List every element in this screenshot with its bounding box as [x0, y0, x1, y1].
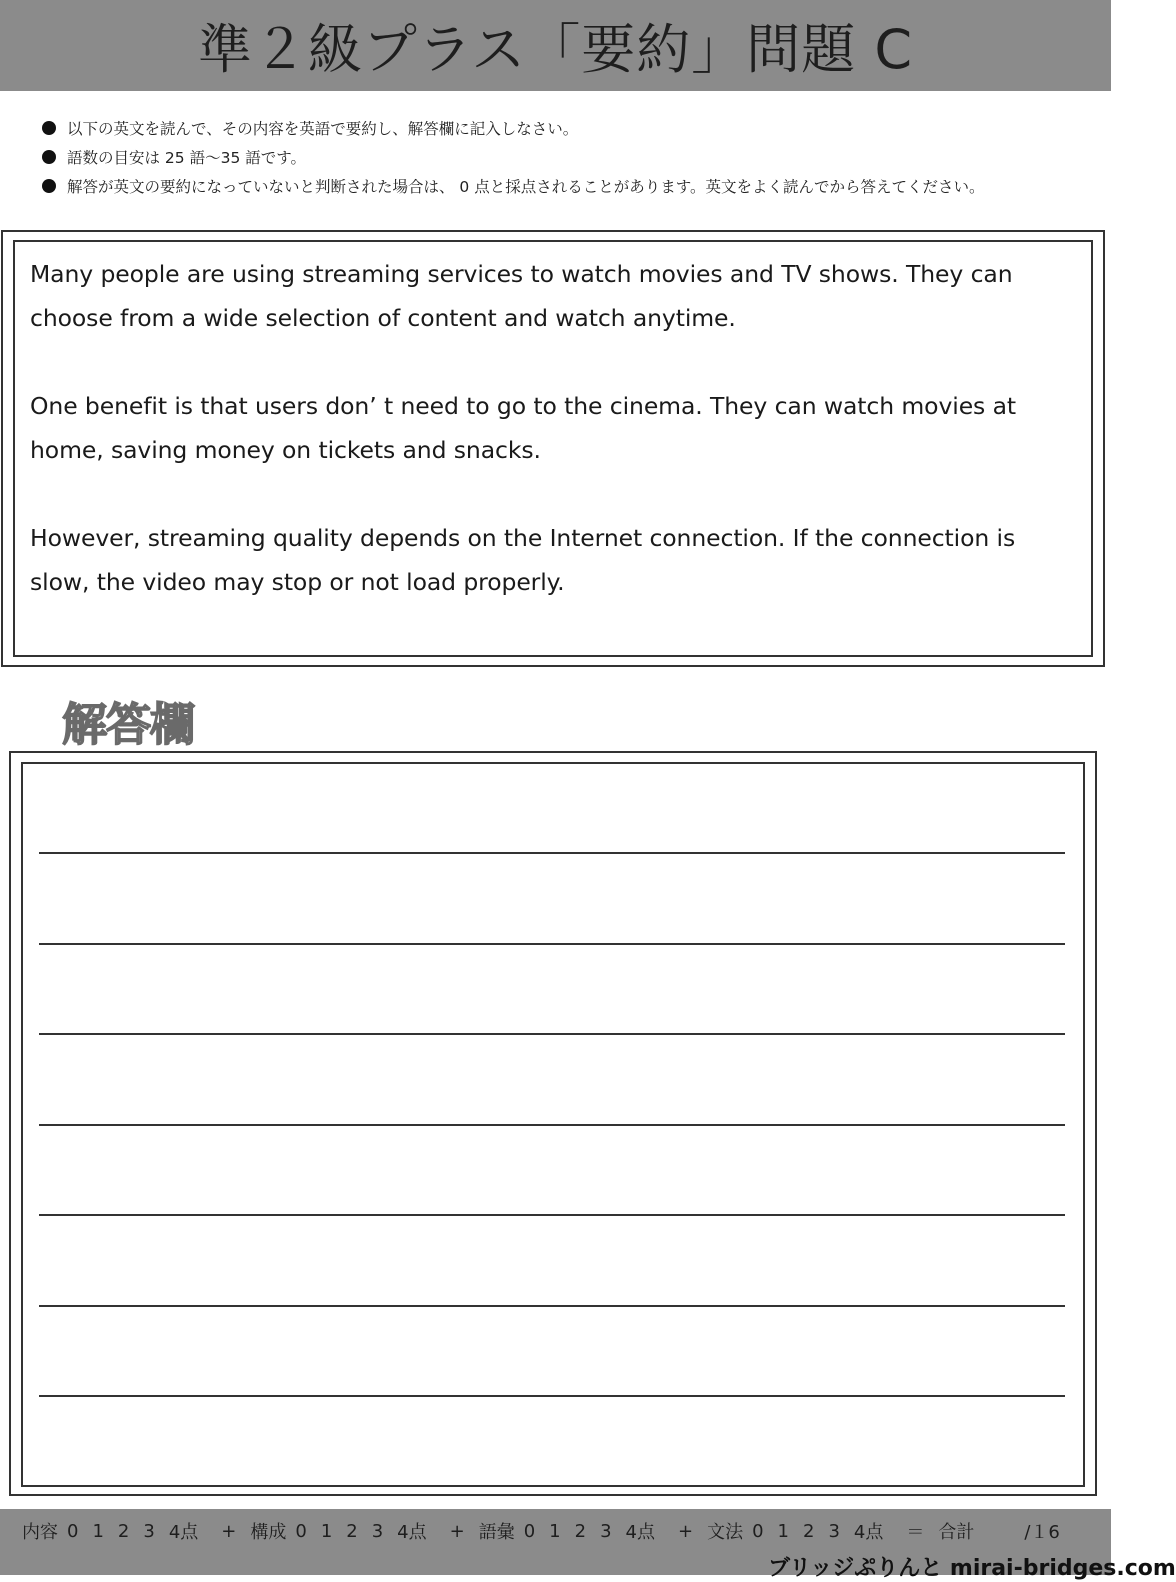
title-bar [0, 0, 1111, 91]
score-option[interactable]: 4点 [853, 1522, 884, 1543]
passage-inner-box [13, 240, 1093, 657]
page-title: 準２級プラス「要約」問題 C [197, 18, 914, 81]
score-option[interactable]: 0 [67, 1520, 79, 1542]
passage-paragraph: One benefit is that users don’ t need to go to the cinema. They can watch movies at home, saving money on tickets and snacks. [30, 392, 1016, 464]
passage-box [1, 230, 1105, 667]
score-option[interactable]: 3 [143, 1520, 155, 1542]
instruction-text: 解答が英文の要約になっていないと判断された場合は、 0 点と採点されることがあります。英文をよく読んでから答えてください。 [67, 177, 985, 196]
score-row [22, 1519, 1060, 1543]
plus-sign: + [221, 1520, 237, 1542]
score-option[interactable]: 2 [346, 1520, 358, 1542]
score-option[interactable]: 1 [777, 1520, 789, 1542]
answer-line[interactable] [39, 1395, 1065, 1397]
total-score[interactable]: /１6 [1024, 1522, 1060, 1543]
total-label: 合計 [938, 1522, 975, 1543]
bullet-icon [42, 121, 56, 135]
score-option[interactable]: 1 [92, 1520, 104, 1542]
instruction-list [42, 113, 984, 200]
score-category-label: 構成 [250, 1522, 287, 1543]
score-option[interactable]: 2 [802, 1520, 815, 1542]
score-category-label: 語彙 [478, 1522, 515, 1543]
score-option[interactable]: 2 [117, 1520, 130, 1542]
score-category-label: 内容 [22, 1522, 58, 1543]
score-option[interactable]: 0 [523, 1520, 536, 1542]
answer-line[interactable] [39, 1124, 1065, 1126]
score-option[interactable]: 4点 [397, 1522, 427, 1543]
score-option[interactable]: 4点 [168, 1522, 199, 1543]
instruction-item [42, 171, 984, 200]
score-option[interactable]: 2 [574, 1520, 587, 1542]
answer-line[interactable] [39, 943, 1065, 945]
score-option[interactable]: 3 [828, 1520, 840, 1542]
instruction-text: 以下の英文を読んで、その内容を英語で要約し、解答欄に記入しなさい。 [67, 119, 579, 138]
plus-sign: + [449, 1520, 465, 1542]
instruction-text: 語数の目安は 25 語〜35 語です。 [67, 148, 306, 167]
answer-inner-box [21, 762, 1085, 1487]
answer-box [9, 751, 1097, 1496]
score-option[interactable]: 4点 [625, 1522, 655, 1543]
answer-line[interactable] [39, 1305, 1065, 1307]
score-option[interactable]: 1 [549, 1520, 561, 1542]
score-option[interactable]: 3 [600, 1520, 612, 1542]
score-option[interactable]: 3 [371, 1520, 384, 1542]
answer-heading: 解答欄 [62, 698, 195, 751]
passage-paragraph: However, streaming quality depends on the Internet connection. If the connection is slow, the video may stop or not load properly. [30, 524, 1016, 596]
plus-sign: + [677, 1520, 694, 1542]
equals-sign: ＝ [906, 1522, 925, 1543]
score-option[interactable]: 1 [320, 1520, 333, 1542]
score-option[interactable]: 0 [752, 1520, 764, 1542]
score-option[interactable]: 0 [295, 1520, 307, 1542]
answer-line[interactable] [39, 1214, 1065, 1216]
instruction-item [42, 113, 984, 142]
answer-line[interactable] [39, 852, 1065, 854]
instruction-item [42, 142, 984, 171]
answer-line[interactable] [39, 1033, 1065, 1035]
bullet-icon [42, 150, 56, 164]
passage-paragraph: Many people are using streaming services to watch movies and TV shows. They can choose from a wide selection of content and watch anytime. [30, 260, 1013, 332]
bullet-icon [42, 179, 56, 193]
score-category-label: 文法 [707, 1522, 744, 1543]
footer-credit: ブリッジぷりんと mirai-bridges.com [768, 1556, 1176, 1581]
